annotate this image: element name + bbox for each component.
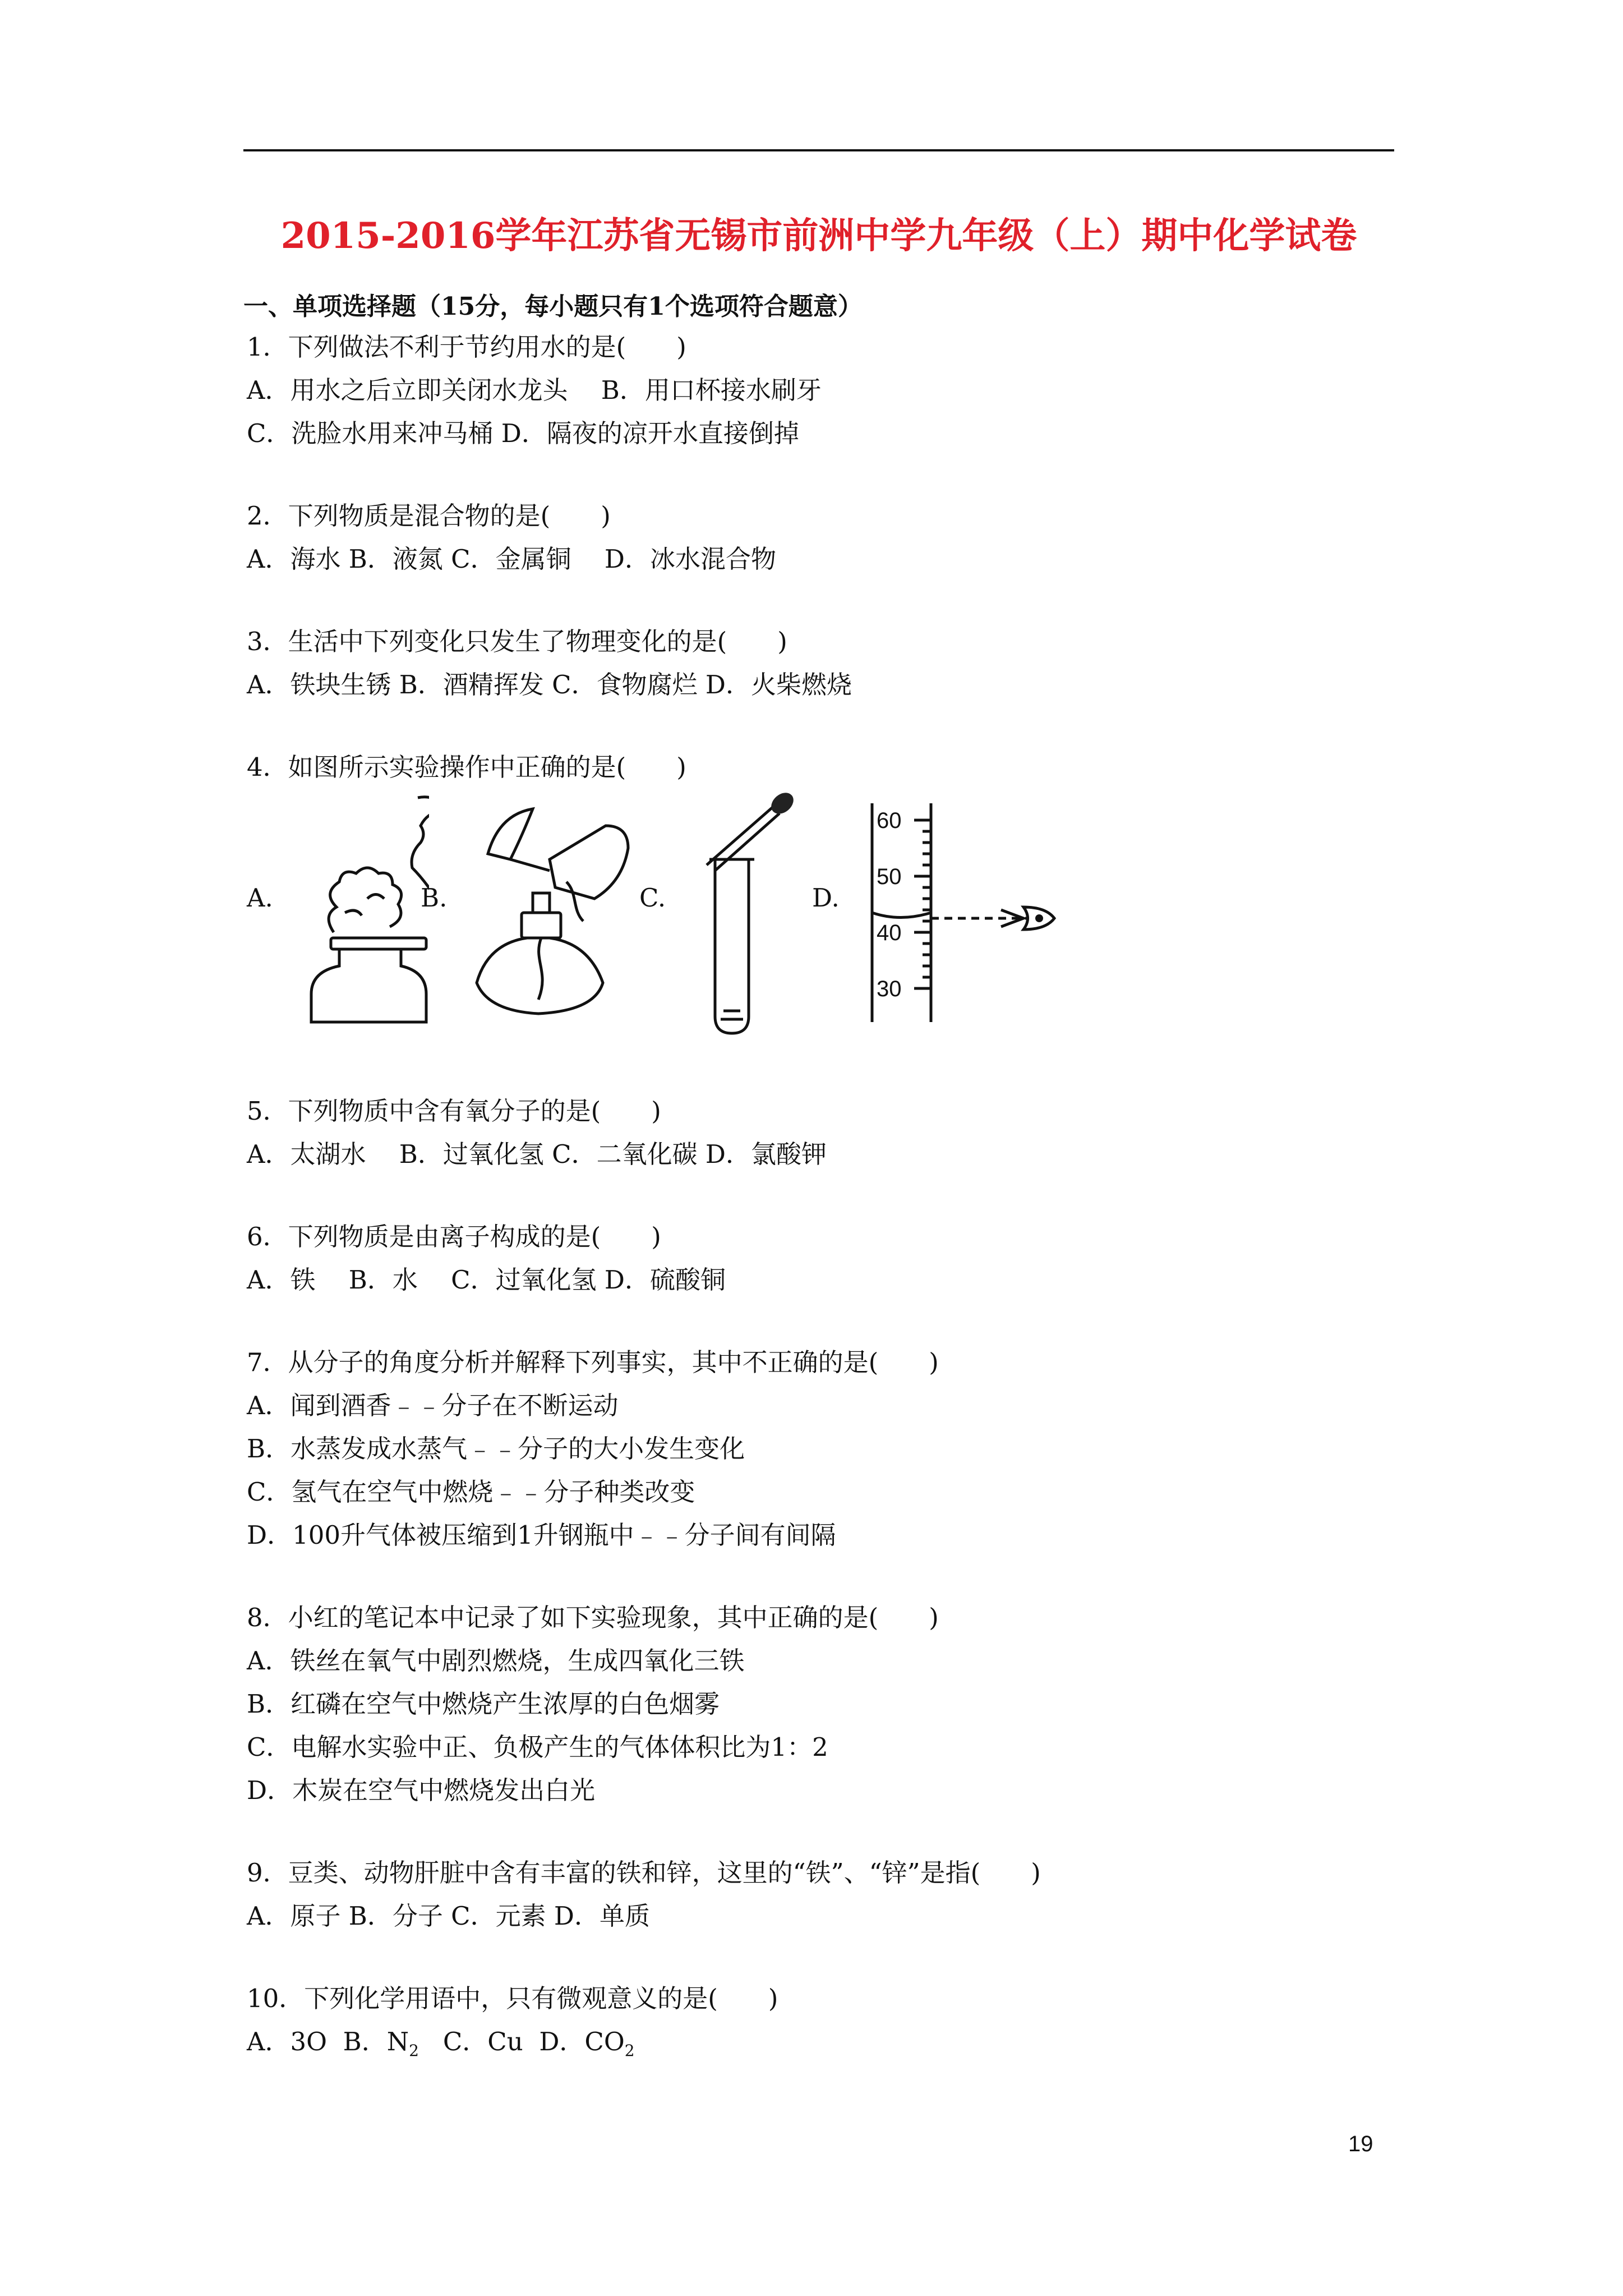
option-c: C．氢气在空气中燃烧﹣﹣分子种类改变	[247, 1477, 695, 1507]
question-stem: 1．下列做法不利于节约用水的是( )	[247, 332, 686, 362]
option-b: B．$N_2$	[343, 2027, 419, 2060]
smell-gas-bottle-figure	[289, 792, 429, 1028]
option-line	[247, 2020, 1368, 2072]
dropper-bulb	[767, 792, 796, 818]
cylinder-tick-label: 40	[877, 921, 902, 945]
cylinder-tick-label: 30	[877, 977, 902, 1001]
question-8	[247, 1596, 1368, 1812]
figure-label-d: D.	[812, 883, 840, 913]
question-7	[247, 1341, 1368, 1557]
question-5	[247, 1089, 1368, 1176]
question-6	[247, 1215, 1368, 1301]
cylinder-tick-label: 50	[877, 864, 902, 889]
option-line: A．铁 B．水 C．过氧化氢 D．硫酸铜	[247, 1265, 726, 1295]
question-4	[247, 746, 1368, 1050]
option-c: C．Cu	[442, 2027, 523, 2056]
question-stem: 7．从分子的角度分析并解释下列事实，其中不正确的是( )	[247, 1347, 939, 1377]
question-2	[247, 494, 1368, 581]
section-heading: 一、单项选择题（15分，每小题只有1个选项符合题意）	[243, 292, 863, 321]
question-stem: 10．下列化学用语中，只有微观意义的是( )	[247, 1984, 778, 2013]
cylinder-tick-label: 60	[877, 808, 902, 833]
option-b: B．红磷在空气中燃烧产生浓厚的白色烟雾	[247, 1689, 720, 1719]
question-10	[247, 1977, 1368, 2072]
option-a: A．3O	[247, 2027, 328, 2056]
question-stem: 9．豆类、动物肝脏中含有丰富的铁和锌，这里的“铁”、“锌”是指( )	[247, 1858, 1041, 1888]
page-title: 2015-2016学年江苏省无锡市前洲中学九年级（上）期中化学试卷	[280, 215, 1357, 257]
option-line: A．铁块生锈 B．酒精挥发 C．食物腐烂 D．火柴燃烧	[247, 670, 852, 700]
option-line: A．太湖水 B．过氧化氢 C．二氧化碳 D．氯酸钾	[247, 1139, 827, 1169]
question-stem: 5．下列物质中含有氧分子的是( )	[247, 1096, 661, 1126]
page-number: 19	[1348, 2132, 1373, 2156]
header-rule	[243, 149, 1394, 151]
question-stem: 3．生活中下列变化只发生了物理变化的是( )	[247, 627, 787, 656]
option-a: A．闻到酒香﹣﹣分子在不断运动	[247, 1391, 619, 1420]
graduated-cylinder-reading-figure	[861, 792, 1063, 1033]
alcohol-lamp-lighting-figure	[465, 792, 634, 1033]
question-stem: 2．下列物质是混合物的是( )	[247, 501, 611, 531]
option-line: C．洗脸水用来冲马桶 D．隔夜的凉开水直接倒掉	[247, 418, 799, 448]
question-list	[247, 325, 1368, 2111]
experiment-figures	[247, 792, 1368, 1050]
option-c: C．电解水实验中正、负极产生的气体体积比为1：2	[247, 1732, 828, 1762]
question-stem: 4．如图所示实验操作中正确的是( )	[247, 752, 686, 782]
option-b: B．水蒸发成水蒸气﹣﹣分子的大小发生变化	[247, 1434, 745, 1464]
figure-label-b: B.	[421, 883, 448, 913]
option-line: A．海水 B．液氮 C．金属铜 D．冰水混合物	[247, 544, 776, 574]
dropper-test-tube-figure	[690, 792, 796, 1039]
question-3	[247, 620, 1368, 706]
figure-label-a: A.	[247, 883, 273, 913]
option-line: A．原子 B．分子 C．元素 D．单质	[247, 1901, 650, 1931]
question-stem: 6．下列物质是由离子构成的是( )	[247, 1222, 661, 1251]
question-stem: 8．小红的笔记本中记录了如下实验现象，其中正确的是( )	[247, 1603, 939, 1632]
figure-label-c: C.	[639, 883, 666, 913]
question-9	[247, 1851, 1368, 1938]
question-1	[247, 325, 1368, 455]
option-d: D．$CO_2$	[539, 2027, 635, 2060]
option-d: D．木炭在空气中燃烧发出白光	[247, 1775, 596, 1805]
option-d: D．100升气体被压缩到1升钢瓶中﹣﹣分子间有间隔	[247, 1520, 836, 1550]
option-line: A．用水之后立即关闭水龙头 B．用口杯接水刷牙	[247, 375, 822, 405]
option-a: A．铁丝在氧气中剧烈燃烧，生成四氧化三铁	[247, 1646, 745, 1676]
